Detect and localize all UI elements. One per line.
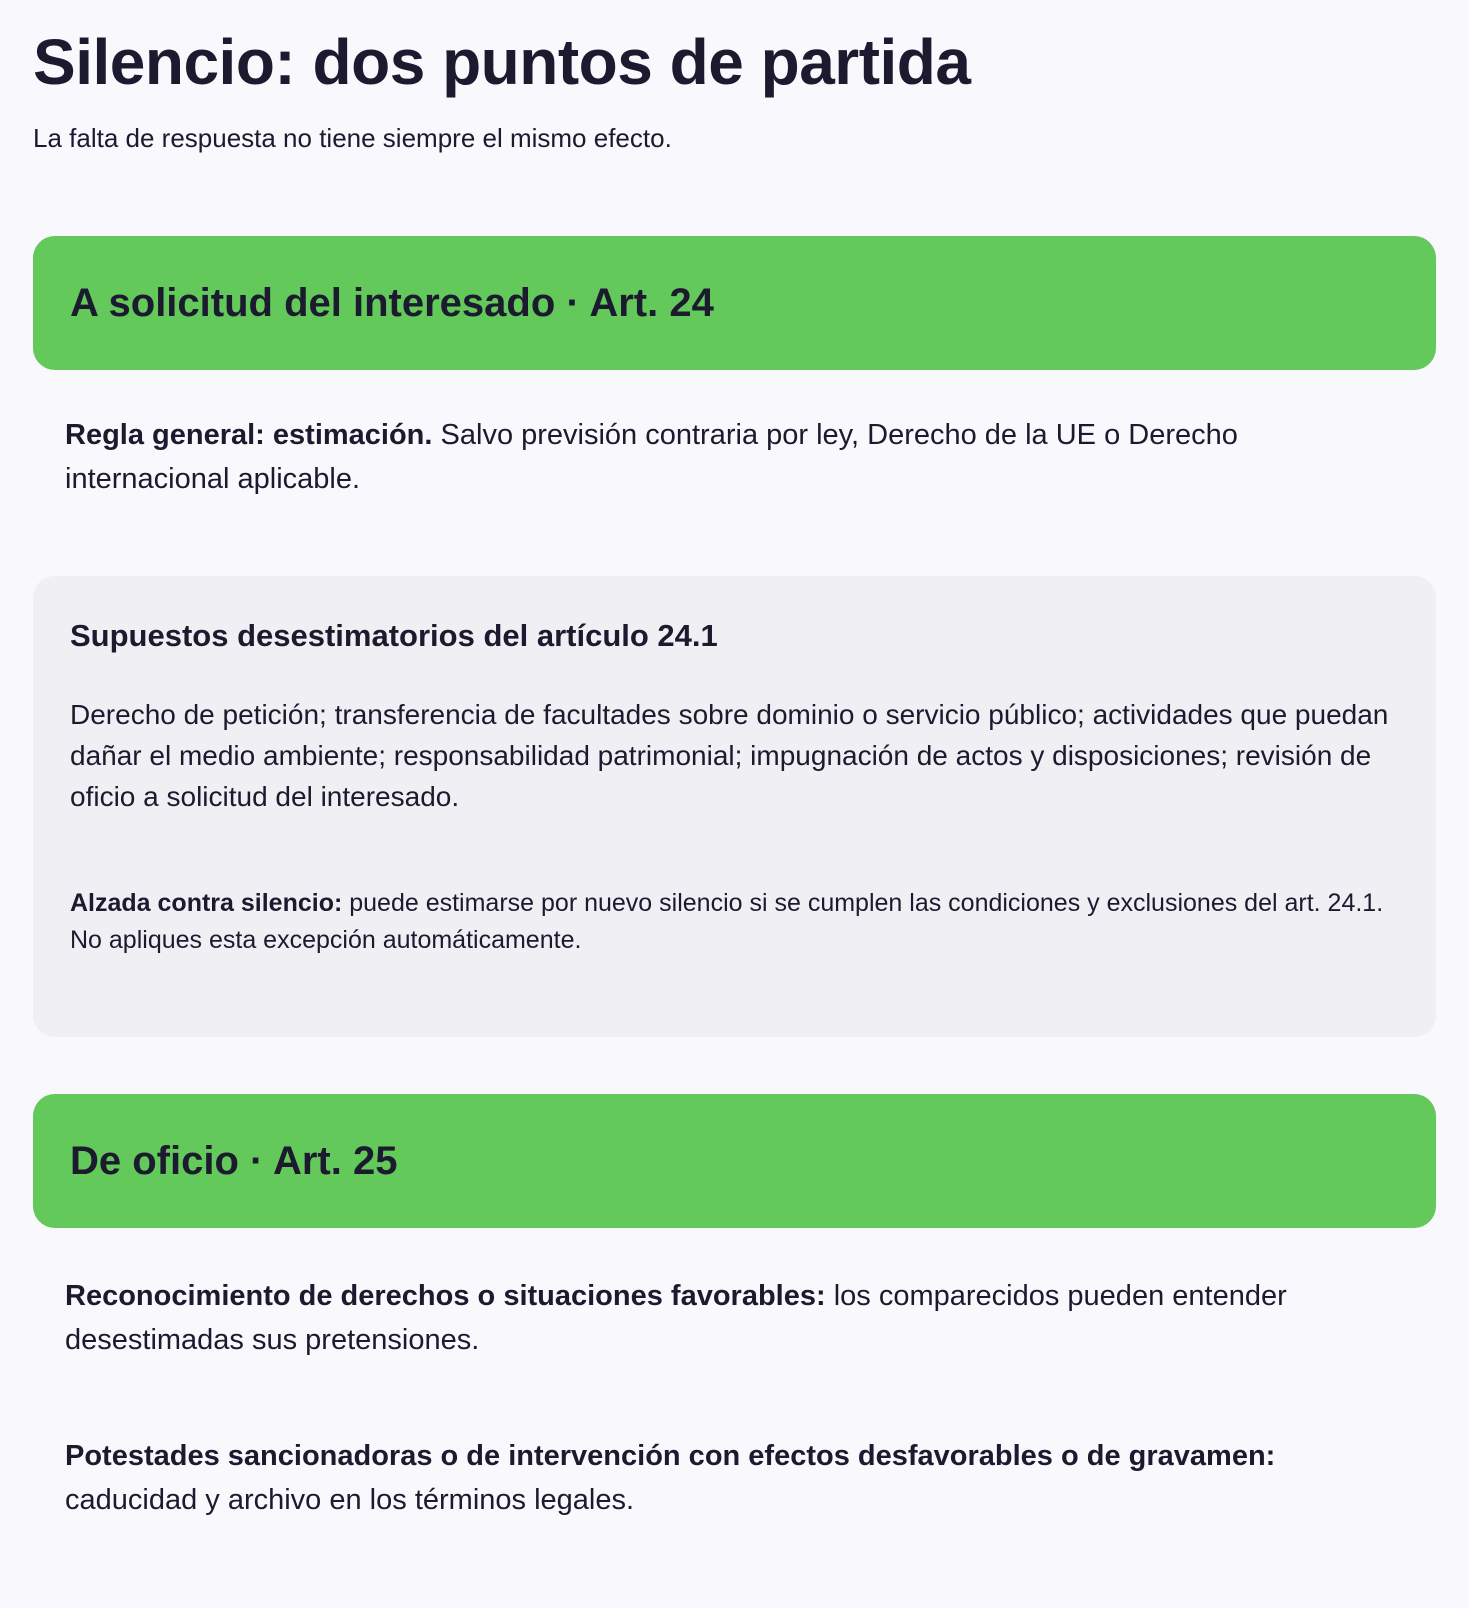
oficio-item-lead: Potestades sancionadoras o de intervención con efectos desfavorables o de gravamen: bbox=[65, 1440, 1276, 1472]
general-rule-paragraph bbox=[65, 413, 1405, 501]
alzada-note-text: puede estimarse por nuevo silencio si se cumplen las condiciones y exclusiones del art. 24.1. No apliques esta excepción automáticamente. bbox=[70, 889, 1384, 954]
general-rule-lead: Regla general: estimación. bbox=[65, 419, 433, 451]
oficio-item-text: los comparecidos pueden entender desestimadas sus pretensiones. bbox=[65, 1280, 1287, 1356]
alzada-note-lead: Alzada contra silencio: bbox=[70, 889, 343, 917]
page-title: Silencio: dos puntos de partida bbox=[33, 26, 971, 98]
general-rule-text: Salvo previsión contraria por ley, Derecho de la UE o Derecho internacional aplicable. bbox=[65, 419, 1238, 495]
section-header-solicitud bbox=[33, 236, 1436, 370]
card-title: Supuestos desestimatorios del artículo 24.1 bbox=[70, 618, 718, 653]
section-header-oficio bbox=[33, 1094, 1436, 1228]
page-subtitle: La falta de respuesta no tiene siempre el mismo efecto. bbox=[33, 123, 672, 153]
oficio-item-reconocimiento bbox=[65, 1274, 1405, 1362]
card-body: Derecho de petición; transferencia de facultades sobre dominio o servicio público; actividades que puedan dañar el medio ambiente; responsabilidad patrimonial; impugnación de actos y disposiciones; revisión de oficio a solicitud del interesado. bbox=[70, 699, 1389, 812]
desestimatorios-card bbox=[33, 576, 1436, 1037]
oficio-item-text: caducidad y archivo en los términos legales. bbox=[65, 1484, 635, 1516]
alzada-note bbox=[70, 885, 1410, 959]
oficio-item-lead: Reconocimiento de derechos o situaciones favorables: bbox=[65, 1280, 826, 1312]
section-title-oficio: De oficio · Art. 25 bbox=[70, 1139, 398, 1183]
oficio-item-potestades bbox=[65, 1434, 1405, 1522]
section-title-solicitud: A solicitud del interesado · Art. 24 bbox=[70, 281, 714, 325]
